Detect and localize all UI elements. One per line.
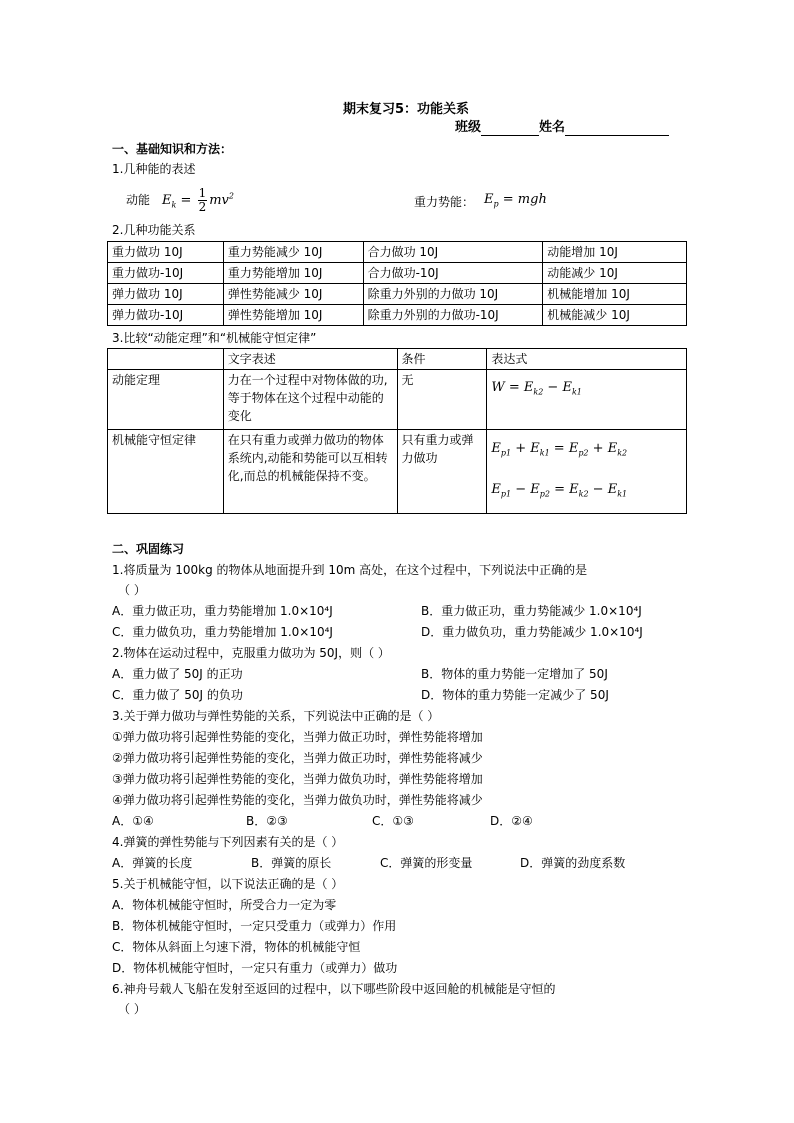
table-header-row [108,349,687,370]
conservation-expression-2: $E_{p1} - E_{p2} = E_{k2} - E_{k1}$ [491,481,628,499]
table-row [108,305,687,326]
q4-option-d: D．弹簧的劲度系数 [520,856,626,870]
q3-option-c: C．①③ [372,814,414,828]
name-blank [565,121,669,136]
q5-option-c: C．物体从斜面上匀速下滑，物体的机械能守恒 [112,940,361,954]
q5-stem: 5.关于机械能守恒，以下说法正确的是（ ） [112,877,344,891]
table-cell: 机械能减少 10J [543,305,687,326]
theorem-comparison-table [107,348,687,514]
table-cell: 除重力外别的力做功-10J [363,305,543,326]
kinetic-E: E [162,192,172,208]
table-cell: 重力做功 10J [108,242,224,263]
q2-option-c: C．重力做了 50J 的负功 [112,688,243,702]
kinetic-mv: mv [209,192,229,208]
row-expression [487,370,687,430]
q5-option-a: A．物体机械能守恒时，所受合力一定为零 [112,898,337,912]
q2-option-b: B．物体的重力势能一定增加了 50J [421,667,608,681]
q1-paren: （ ） [118,583,146,597]
q5-option-d: D．物体机械能守恒时，一定只有重力（或弹力）做功 [112,961,398,975]
kinetic-eq: = [180,192,192,208]
table-cell: 动能增加 10J [543,242,687,263]
table-cell: 重力势能增加 10J [223,263,363,284]
potential-energy-formula [414,192,547,213]
class-name-line [455,120,669,136]
class-label: 班级 [455,120,482,135]
q3-statement-3: ③弹力做功将引起弹性势能的变化，当弹力做负功时，弹性势能将增加 [112,772,483,786]
section1-heading: 一、基础知识和方法： [112,142,233,156]
potential-label: 重力势能： [414,195,475,210]
header-cell: 文字表述 [223,349,397,370]
page-title: 期末复习5：功能关系 [343,102,470,117]
q1-stem: 1.将质量为 100kg 的物体从地面提升到 10m 高处，在这个过程中，下列说法中正确的是 [112,563,588,577]
potential-formula [484,192,547,213]
name-label: 姓名 [539,120,566,135]
table-row [108,242,687,263]
q3-statement-4: ④弹力做功将引起弹性势能的变化，当弹力做负功时，弹性势能将减少 [112,793,483,807]
row-condition: 只有重力或弹力做功 [397,430,487,514]
header-cell: 条件 [397,349,487,370]
item2-heading: 2.几种功能关系 [112,223,196,237]
table-cell: 弹性势能增加 10J [223,305,363,326]
q1-option-c: C．重力做负功，重力势能增加 1.0×10⁴J [112,625,333,639]
class-blank [481,121,539,136]
q3-option-d: D．②④ [490,814,533,828]
conservation-expression-1: $E_{p1} + E_{k1} = E_{p2} + E_{k2}$ [491,441,628,458]
q4-stem: 4.弹簧的弹性势能与下列因素有关的是（ ） [112,835,344,849]
q4-option-a: A．弹簧的长度 [112,856,193,870]
section2-heading: 二、巩固练习 [112,542,185,556]
kinetic-formula [162,187,234,214]
table-row [108,284,687,305]
item3-heading: 3.比较“动能定理”和“机械能守恒定律” [112,331,317,345]
q5-option-b: B．物体机械能守恒时，一定只受重力（或弹力）作用 [112,919,397,933]
q4-option-c: C．弹簧的形变量 [380,856,473,870]
table-cell: 合力做功 10J [363,242,543,263]
work-energy-expression: $W = E_{k2} - E_{k1}$ [491,380,582,397]
table-cell: 重力做功-10J [108,263,224,284]
kinetic-fraction [198,187,208,214]
table-row [108,263,687,284]
q2-option-a: A．重力做了 50J 的正功 [112,667,243,681]
kinetic-energy-formula [126,183,234,217]
table-cell: 弹性势能减少 10J [223,284,363,305]
potential-sub: p [493,199,499,209]
header-cell [108,349,224,370]
kinetic-sup: 2 [228,191,234,201]
potential-rhs: = mgh [502,192,547,207]
row-condition: 无 [397,370,487,430]
q1-option-a: A．重力做正功，重力势能增加 1.0×10⁴J [112,604,333,618]
row-expression [487,430,687,514]
frac-den: 2 [198,199,207,214]
kinetic-sub: k [171,200,177,210]
potential-E: E [484,192,494,207]
row-text: 力在一个过程中对物体做的功,等于物体在这个过程中动能的变化 [223,370,397,430]
q1-option-b: B．重力做正功，重力势能减少 1.0×10⁴J [421,604,642,618]
table-cell: 重力势能减少 10J [223,242,363,263]
q3-option-a: A．①④ [112,814,154,828]
q2-stem: 2.物体在运动过程中，克服重力做功为 50J，则（ ） [112,646,390,660]
q4-option-b: B．弹簧的原长 [251,856,332,870]
table-cell: 合力做功-10J [363,263,543,284]
table-row [108,430,687,514]
work-energy-table [107,241,687,326]
table-cell: 除重力外别的力做功 10J [363,284,543,305]
row-name: 动能定理 [108,370,224,430]
table-cell: 动能减少 10J [543,263,687,284]
table-cell: 弹力做功 10J [108,284,224,305]
q3-option-b: B．②③ [246,814,288,828]
row-text: 在只有重力或弹力做功的物体系统内,动能和势能可以互相转化,而总的机械能保持不变。 [223,430,397,514]
table-cell: 弹力做功-10J [108,305,224,326]
q6-paren: （ ） [118,1002,146,1016]
q2-option-d: D．物体的重力势能一定减少了 50J [421,688,609,702]
item1-heading: 1.几种能的表述 [112,162,196,176]
q6-stem: 6.神舟号载人飞船在发射至返回的过程中，以下哪些阶段中返回舱的机械能是守恒的 [112,982,556,996]
header-cell: 表达式 [487,349,687,370]
q3-stem: 3.关于弹力做功与弹性势能的关系，下列说法中正确的是（ ） [112,709,440,723]
q3-statement-1: ①弹力做功将引起弹性势能的变化，当弹力做正功时，弹性势能将增加 [112,730,483,744]
q3-statement-2: ②弹力做功将引起弹性势能的变化，当弹力做正功时，弹性势能将减少 [112,751,483,765]
table-row [108,370,687,430]
row-name: 机械能守恒定律 [108,430,224,514]
q1-option-d: D．重力做负功，重力势能减少 1.0×10⁴J [421,625,643,639]
table-cell: 机械能增加 10J [543,284,687,305]
frac-num: 1 [198,185,207,200]
kinetic-label: 动能 [126,193,151,207]
